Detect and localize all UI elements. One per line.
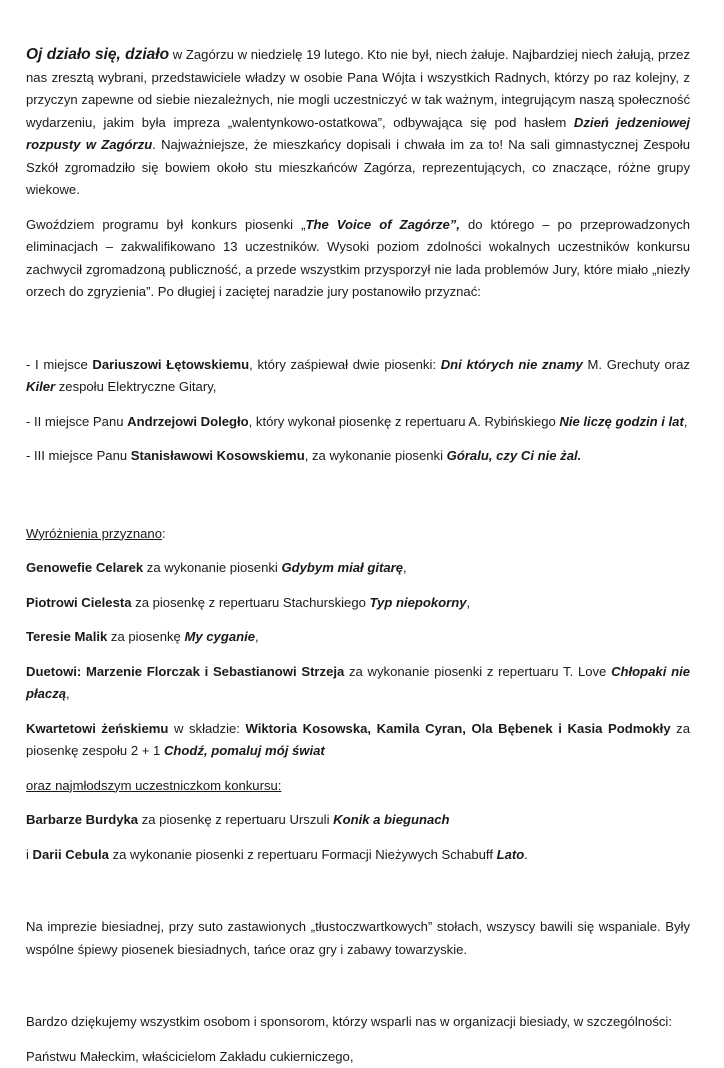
distinction-name: Piotrowi Cielesta xyxy=(26,595,132,610)
distinction-text: za piosenkę z repertuaru Stachurskiego xyxy=(132,595,370,610)
distinction-genowefa xyxy=(26,557,690,580)
second-place-text-2: , xyxy=(684,414,688,429)
third-place xyxy=(26,445,690,468)
intro-paragraph xyxy=(26,44,690,202)
distinction-song: Chłopaki nie płaczą xyxy=(26,664,690,702)
distinction-barbara xyxy=(26,809,690,832)
third-place-winner: Stanisławowi Kosowskiemu xyxy=(131,448,305,463)
intro-text-2: . Najważniejsze, że mieszkańcy dopisali i chwała im za to! Na sali gimnastycznej Zespołu Szkół zgromadziło się bowiem około stu mieszkańców Zagórza, reprezentujących, co znaczące, różne grupy wiekowe. xyxy=(26,137,690,197)
second-place-label: - II miejsce Panu xyxy=(26,414,127,429)
distinction-name: Teresie Malik xyxy=(26,629,107,644)
quartet-members: Wiktoria Kosowska, Kamila Cyran, Ola Bębenek i Kasia Podmokły xyxy=(246,721,671,736)
distinction-text: za piosenkę z repertuaru Urszuli xyxy=(138,812,333,827)
distinction-song: Gdybym miał gitarę xyxy=(281,560,403,575)
second-place xyxy=(26,411,690,434)
second-place-text: , który wykonał piosenkę z repertuaru A. Rybińskiego xyxy=(249,414,560,429)
first-place-label: - I miejsce xyxy=(26,357,92,372)
youngest-heading-text: oraz najmłodszym uczestniczkom konkursu: xyxy=(26,778,281,793)
second-place-winner: Andrzejowi Doległo xyxy=(127,414,248,429)
distinction-text-end: . xyxy=(524,847,528,862)
distinction-song: Typ niepokorny xyxy=(370,595,467,610)
distinction-text: za wykonanie piosenki xyxy=(143,560,281,575)
contest-text-1: Gwoździem programu był konkurs piosenki „ xyxy=(26,217,305,232)
distinction-song: Lato xyxy=(497,847,525,862)
first-place-song-2: Kiler xyxy=(26,379,55,394)
distinction-prefix: i xyxy=(26,847,33,862)
distinction-song: Chodź, pomaluj mój świat xyxy=(164,743,325,758)
distinction-text-end: , xyxy=(66,686,70,701)
distinction-duet xyxy=(26,661,690,706)
first-place-text: , który zaśpiewał dwie piosenki: xyxy=(249,357,441,372)
contest-text-2: do którego – po przeprowadzonych eliminacjach – zakwalifikowano 13 uczestników. Wysoki poziom zdolności wokalnych uczestników konkursu zachwycił zgromadzoną publiczność, a przede wszystkim przysporzył nie lada problemów Jury, które miało „niezły orzech do zgryzienia”. Po długiej i zaciętej naradzie jury postanowiło przyznać: xyxy=(26,217,690,300)
distinction-name: Genowefie Celarek xyxy=(26,560,143,575)
distinctions-heading-text: Wyróżnienia przyznano xyxy=(26,526,162,541)
distinction-teresa xyxy=(26,626,690,649)
sponsor-line: Państwu Małeckim, właścicielom Zakładu cukierniczego, xyxy=(26,1046,690,1068)
third-place-text: , za wykonanie piosenki xyxy=(305,448,447,463)
distinction-text: za wykonanie piosenki z repertuaru Formacji Nieżywych Schabuff xyxy=(109,847,497,862)
distinction-song: My cyganie xyxy=(184,629,255,644)
first-place-text-3: zespołu Elektryczne Gitary, xyxy=(55,379,216,394)
first-place-winner: Dariuszowi Łętowskiemu xyxy=(92,357,249,372)
third-place-song: Góralu, czy Ci nie żal. xyxy=(447,448,582,463)
distinction-name: Barbarze Burdyka xyxy=(26,812,138,827)
thanks-paragraph: Bardzo dziękujemy wszystkim osobom i sponsorom, którzy wsparli nas w organizacji biesiady, w szczególności: xyxy=(26,1011,690,1034)
first-place xyxy=(26,354,690,399)
contest-name: The Voice of Zagórze”, xyxy=(305,217,460,232)
distinction-name: Kwartetowi żeńskiemu xyxy=(26,721,168,736)
distinctions-heading xyxy=(26,523,690,546)
youngest-heading xyxy=(26,775,690,798)
first-place-text-2: M. Grechuty oraz xyxy=(583,357,690,372)
distinction-song: Konik a biegunach xyxy=(333,812,449,827)
feast-paragraph: Na imprezie biesiadnej, przy suto zastawionych „tłustoczwartkowych” stołach, wszyscy bawili się wspaniale. Były wspólne śpiewy piosenek biesiadnych, tańce oraz gry i zabawy towarzyskie. xyxy=(26,916,690,961)
second-place-song: Nie liczę godzin i lat xyxy=(559,414,683,429)
article-body xyxy=(26,44,690,1068)
distinction-name: Darii Cebula xyxy=(33,847,109,862)
distinction-text-end: , xyxy=(403,560,407,575)
contest-paragraph xyxy=(26,214,690,304)
distinction-quartet xyxy=(26,718,690,763)
distinction-daria xyxy=(26,844,690,867)
lead-phrase: Oj działo się, działo xyxy=(26,46,169,63)
event-motto: Dzień jedzeniowej rozpusty w Zagórzu xyxy=(26,115,690,153)
intro-text-1: w Zagórzu w niedzielę 19 lutego. Kto nie był, niech żałuje. Najbardziej niech żałują, przez nas zresztą wybrani, przedstawiciele władzy w osobie Pana Wójta i wszystkich Radnych, którzy po raz kolejny, z przyczyn zapewne od siebie niezależnych, nie mogli uczestniczyć w tak ważnym, integrującym naszą społeczność wydarzeniu, jakim była impreza „walentynkowo-ostatkowa”, odbywająca się pod hasłem xyxy=(26,47,690,130)
first-place-song-1: Dni których nie znamy xyxy=(441,357,583,372)
distinction-text-end: , xyxy=(467,595,471,610)
distinction-text-end: , xyxy=(255,629,259,644)
third-place-label: - III miejsce Panu xyxy=(26,448,131,463)
distinction-piotr xyxy=(26,592,690,615)
distinction-text-2: za piosenkę zespołu 2 + 1 xyxy=(26,721,690,759)
distinction-text: w składzie: xyxy=(168,721,245,736)
distinction-name: Duetowi: Marzenie Florczak i Sebastianowi Strzeja xyxy=(26,664,344,679)
distinctions-heading-colon: : xyxy=(162,526,166,541)
distinction-text: za piosenkę xyxy=(107,629,184,644)
distinction-text: za wykonanie piosenki z repertuaru T. Love xyxy=(344,664,611,679)
